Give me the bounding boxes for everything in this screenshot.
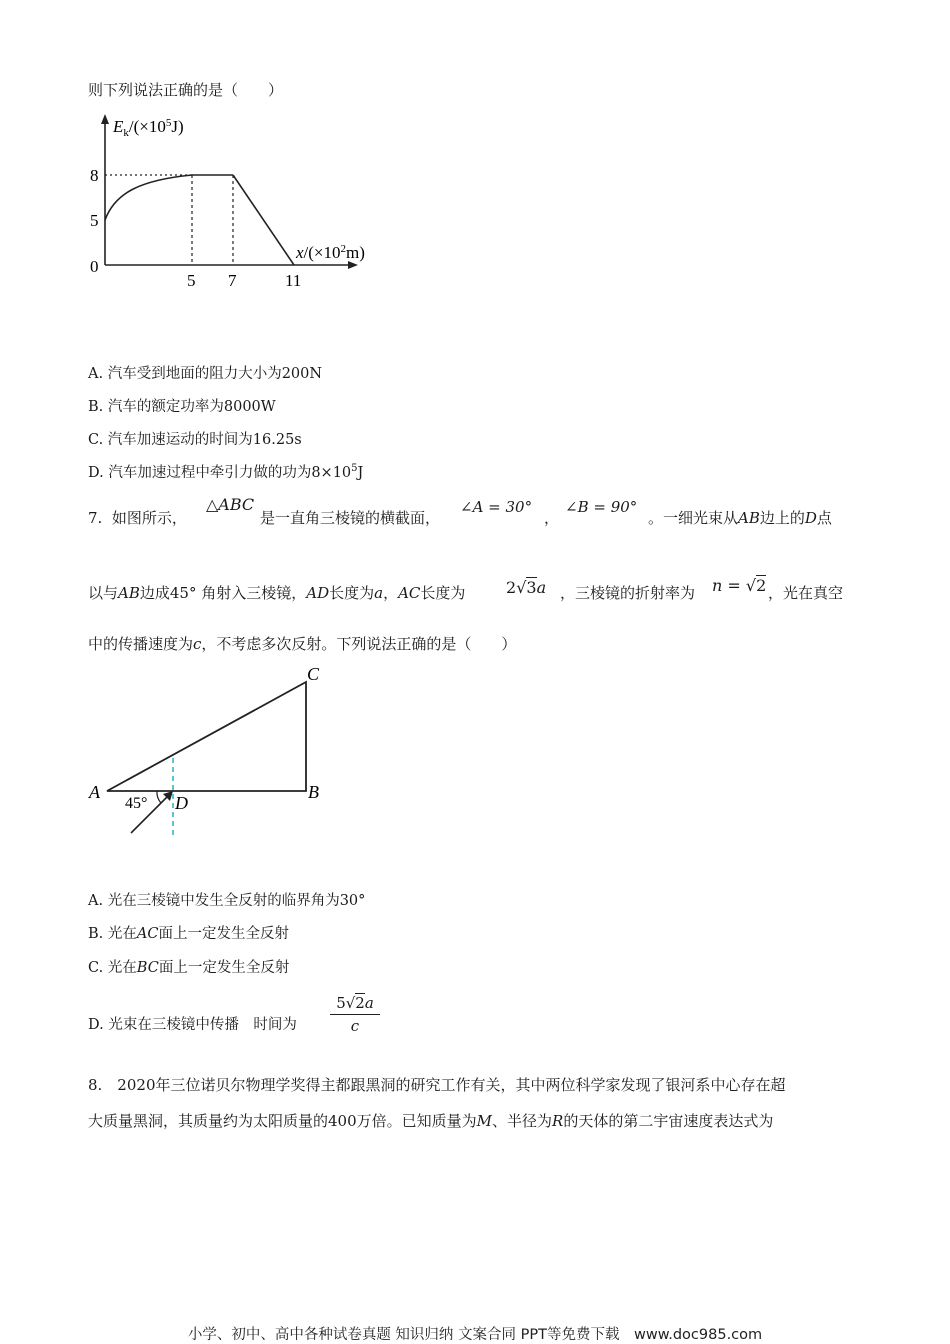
point-d-label: D bbox=[175, 793, 188, 813]
q7-line3: 中的传播速度为c，不考虑多次反射。下列说法正确的是（ ） bbox=[88, 635, 517, 653]
x-tick-5: 5 bbox=[187, 271, 196, 290]
origin-label: 0 bbox=[90, 257, 99, 276]
q7-option-b[interactable]: B. 光在AC面上一定发生全反射 bbox=[88, 926, 289, 942]
y-tick-8: 8 bbox=[90, 166, 99, 185]
angle-label: 45° bbox=[125, 795, 148, 812]
vertex-c-label: C bbox=[307, 664, 320, 684]
q7-comma: ， bbox=[544, 509, 560, 527]
q7-line2-f: ，三棱镜的折射率为 bbox=[560, 584, 696, 602]
q8-line2: 大质量黑洞，其质量约为太阳质量的400万倍。已知质量为M、半径为R的天体的第二宇宙速度表达式为 bbox=[88, 1112, 774, 1130]
vertex-b-label: B bbox=[308, 782, 319, 802]
q7-line1-b: 是一直角三棱镜的横截面， bbox=[260, 509, 441, 527]
q7-angle-a: ∠A = 30° bbox=[460, 498, 533, 516]
y-tick-5: 5 bbox=[90, 211, 99, 230]
q7-option-d[interactable]: D. 光束在三棱镜中传播 时间为 bbox=[88, 1017, 297, 1033]
q7-line2-g: ，光在真空 bbox=[768, 584, 844, 602]
q8-line1: 8. 2020年三位诺贝尔物理学奖得主都跟黑洞的研究工作有关，其中两位科学家发现了银河系中心存在超 bbox=[88, 1076, 786, 1094]
q7-line1: 7. 如图所示， bbox=[88, 509, 187, 527]
q7-angle-b: ∠B = 90° bbox=[565, 498, 638, 516]
q7-ac-length: 2√3a bbox=[506, 578, 547, 597]
x-tick-11: 11 bbox=[285, 271, 302, 290]
prism-figure bbox=[85, 660, 345, 840]
footer-ad[interactable]: 小学、初中、高中各种试卷真题 知识归纳 文案合同 PPT等免费下载 www.doc985.com bbox=[187, 1327, 763, 1343]
kinetic-energy-graph bbox=[80, 108, 410, 293]
q6-option-a[interactable]: A. 汽车受到地面的阻力大小为200N bbox=[88, 366, 323, 382]
q7-line2: 以与AB边成45° 角射入三棱镜，AD长度为a，AC长度为 bbox=[88, 584, 466, 602]
q7-line1-c: 。一细光束从AB边上的D点 bbox=[648, 509, 832, 527]
q7-option-a[interactable]: A. 光在三棱镜中发生全反射的临界角为30° bbox=[88, 893, 366, 909]
q6-stem: 则下列说法正确的是（ ） bbox=[88, 81, 284, 99]
q6-option-c[interactable]: C. 汽车加速运动的时间为16.25s bbox=[88, 432, 302, 448]
x-tick-7: 7 bbox=[228, 271, 237, 290]
x-axis-label: $x/(\times 10^2m)$ bbox=[296, 243, 365, 262]
q7-time-fraction: $\frac{5√2a}{c}$ bbox=[330, 994, 380, 1035]
q7-refractive-index: n = √2 bbox=[712, 576, 767, 595]
q6-option-b[interactable]: B. 汽车的额定功率为8000W bbox=[88, 399, 276, 415]
vertex-a-label: A bbox=[89, 782, 100, 802]
q6-option-d[interactable]: D. 汽车加速过程中牵引力做的功为$8\times 10^5J$ bbox=[88, 463, 364, 481]
y-axis-label: $E_k/(\times 10^5J)$ bbox=[113, 117, 184, 139]
q7-option-c[interactable]: C. 光在BC面上一定发生全反射 bbox=[88, 960, 290, 976]
q7-triangle: △ABC bbox=[206, 495, 255, 514]
